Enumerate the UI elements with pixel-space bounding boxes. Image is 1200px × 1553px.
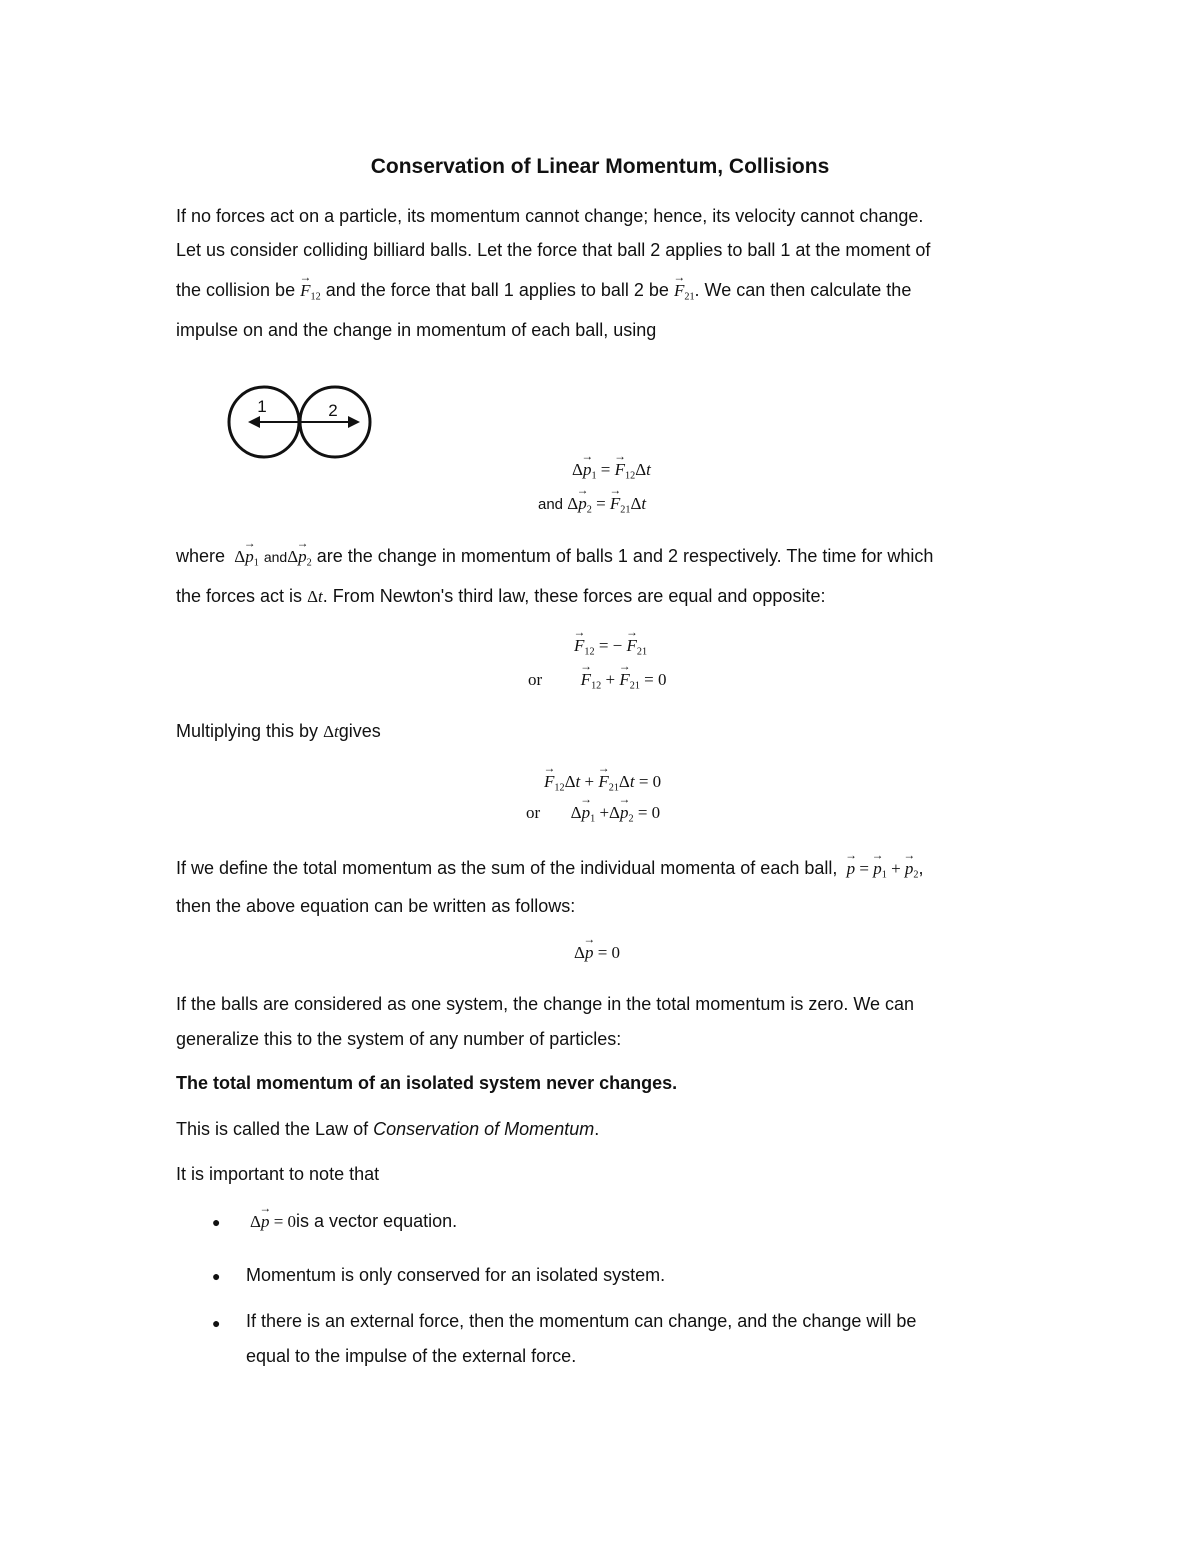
page-title: Conservation of Linear Momentum, Collisions: [370, 155, 830, 178]
where-and: and: [263, 549, 288, 565]
intro-line-3a: the collision be: [176, 280, 296, 300]
bullet-3-line-1: If there is an external force, then the momentum can change, and the change will be: [246, 1311, 917, 1331]
consider-line-1: If the balls are considered as one system, the change in the total momentum is zero. We can: [176, 994, 915, 1014]
equation-impulse-sum: → $F_{12}\Delta t$ + → $F_{21}\Delta t = 0$: [544, 772, 661, 794]
bullet-dot-3: ●: [212, 1315, 221, 1331]
force-f21-arrowhead: [348, 416, 360, 428]
intro-line-4: impulse on and the change in momentum of each ball, using: [176, 320, 657, 340]
where-line-2a: the forces act is: [176, 586, 303, 606]
equation-dp-zero: Δ→ p = 0: [574, 943, 620, 963]
law-statement: The total momentum of an isolated system never changes.: [176, 1073, 678, 1093]
equation-f12-eq-neg-f21: → $F_{12}$ = − → $F_{21}$: [574, 636, 647, 658]
define-comma: ,: [918, 858, 924, 878]
p-total-eq: → p = → $p_1$ + → $p_2$: [842, 859, 918, 878]
equation-dp1: $\Delta\to p_1$ = → $F_{12}\Delta t$: [572, 460, 651, 482]
intro-line-3b: and the force that ball 1 applies to ball 2 be: [325, 280, 669, 300]
bullet-dot-1: ●: [212, 1214, 221, 1230]
dt-symbol: Δt: [307, 587, 323, 606]
dp1-symbol: $\Delta\to p_1$: [230, 547, 259, 566]
where-line-1-rest: are the change in momentum of balls 1 and 2 respectively. The time for which: [316, 546, 934, 566]
bullet-2: Momentum is only conserved for an isolated system.: [246, 1265, 666, 1285]
intro-line-3c: . We can then calculate the: [694, 280, 912, 300]
or-word-2: or: [526, 803, 541, 822]
bullet-dot-2: ●: [212, 1268, 221, 1284]
define-line-1: [176, 858, 924, 881]
and-word: and: [538, 496, 564, 513]
called-a: This is called the Law of: [176, 1119, 369, 1139]
billiard-balls-diagram: [220, 378, 380, 466]
dp-zero-inline: Δ→ p = 0: [250, 1212, 296, 1231]
define-a: If we define the total momentum as the sum of the individual momenta of each ball,: [176, 858, 838, 878]
intro-line-2: Let us consider colliding billiard balls. Let the force that ball 2 applies to ball 1 at the moment of: [176, 240, 931, 260]
dt-symbol-2: Δt: [323, 722, 339, 741]
called-term: Conservation of Momentum: [373, 1119, 595, 1139]
force-f12-arrowhead: [248, 416, 260, 428]
equation-dp-sum: or $\Delta\to p_1 +\Delta\to p_2 = 0$: [526, 803, 660, 825]
bullet-1: [250, 1211, 457, 1232]
equation-f12-plus-f21: or → $F_{12}$ + → $F_{21} = 0$: [528, 670, 667, 692]
where-line-1: [176, 546, 933, 569]
called-c: .: [594, 1119, 600, 1139]
intro-line-3: [176, 280, 911, 303]
multiplying-b: gives: [338, 721, 381, 741]
intro-line-1: If no forces act on a particle, its momentum cannot change; hence, its velocity cannot change.: [176, 206, 924, 226]
where-line-2: [176, 586, 825, 607]
multiplying-line: [176, 721, 381, 742]
called-line: [176, 1119, 599, 1140]
dp2-symbol: $\Delta\to p_2$: [287, 547, 312, 566]
equation-dp2: and $\Delta\to p_2$ = → $F_{21}\Delta t$: [538, 494, 646, 516]
where-line-2b: . From Newton's third law, these forces are equal and opposite:: [322, 586, 826, 606]
define-line-2: then the above equation can be written as follows:: [176, 896, 576, 916]
multiplying-a: Multiplying this by: [176, 721, 319, 741]
consider-line-2: generalize this to the system of any number of particles:: [176, 1029, 622, 1049]
f21-symbol: → $F_{21}$: [674, 281, 695, 300]
bullet-1-text: is a vector equation.: [296, 1211, 458, 1231]
note-intro: It is important to note that: [176, 1164, 380, 1184]
or-word-1: or: [528, 670, 543, 689]
ball-1-label: 1: [257, 397, 267, 416]
ball-2-label: 2: [328, 401, 338, 420]
where-word: where: [176, 546, 226, 566]
bullet-3-line-2: equal to the impulse of the external force.: [246, 1346, 577, 1366]
f12-symbol: → $F_{12}$: [300, 281, 321, 300]
